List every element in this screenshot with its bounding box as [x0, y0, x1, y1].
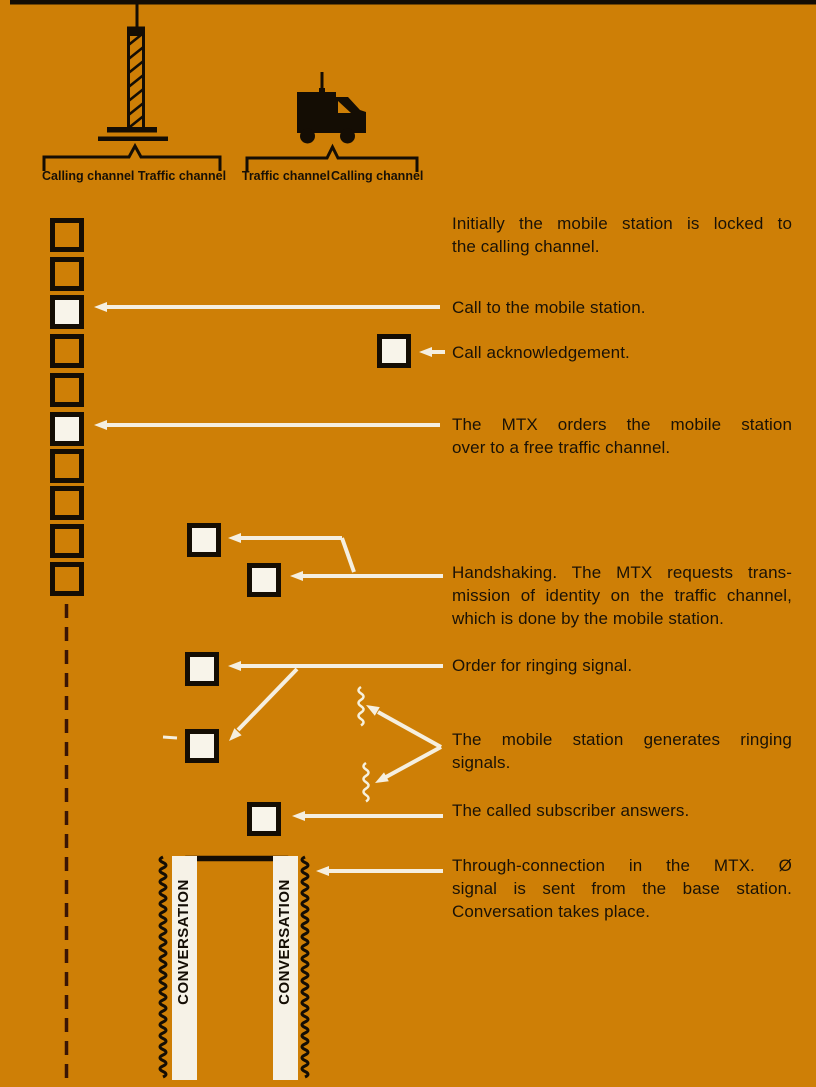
annotation-handshaking: Handshaking. The MTX requests trans- mission of identity on the traffic channel, which is done by the mobile station. — [452, 563, 792, 628]
ringing-signal-squiggle-top — [359, 687, 364, 725]
small-white-tick — [163, 737, 177, 738]
label-base-traffic-channel: Traffic channel — [137, 169, 227, 183]
arrow-ringing-down — [375, 747, 441, 783]
arrow-mtx-order — [94, 420, 440, 430]
arrow-call-acknowledgement — [419, 347, 445, 357]
annotation-ringing-generated: The mobile station generates ringing signals. — [452, 730, 792, 772]
calling-slot-1 — [50, 218, 84, 252]
calling-slot-7 — [50, 449, 84, 483]
arrow-ringing-order — [228, 661, 443, 671]
square-call-acknowledgement — [377, 334, 411, 368]
label-mobile-traffic-channel: Traffic channel — [241, 169, 331, 183]
annotation-initial-lock: Initially the mobile station is locked to the calling channel. — [452, 214, 792, 256]
arrow-through-connection — [316, 866, 443, 876]
ringing-signal-squiggle-bottom — [364, 763, 369, 801]
conversation-label-right: CONVERSATION — [276, 879, 293, 1005]
calling-slot-3-call-message — [50, 295, 84, 329]
calling-slot-2 — [50, 257, 84, 291]
label-base-calling-channel: Calling channel — [42, 169, 135, 183]
conversation-label-left: CONVERSATION — [175, 879, 192, 1005]
square-ringing-order — [185, 652, 219, 686]
arrow-subscriber-answers — [292, 811, 443, 821]
calling-slot-6-order-message — [50, 412, 84, 446]
square-handshake-mobile — [247, 563, 281, 597]
arrow-handshake-mobile — [290, 571, 443, 581]
annotation-through-connection: Through-connection in the MTX. Ø signal is sent from the base station. Conversation takes place. — [452, 856, 792, 921]
calling-slot-10 — [50, 562, 84, 596]
calling-slot-5 — [50, 373, 84, 407]
square-ringing-generated — [185, 729, 219, 763]
calling-slot-9 — [50, 524, 84, 558]
annotation-subscriber-answers: The called subscriber answers. — [452, 801, 690, 820]
square-handshake-base — [187, 523, 221, 557]
arrow-call-to-mobile — [94, 302, 440, 312]
annotation-mtx-order: The MTX orders the mobile station over to a free traffic channel. — [452, 415, 792, 457]
arrow-ringing-up — [366, 705, 441, 747]
label-mobile-calling-channel: Calling channel — [331, 169, 424, 183]
square-subscriber-answer — [247, 802, 281, 836]
annotation-call-acknowledgement: Call acknowledgement. — [452, 343, 630, 362]
annotation-call-to-mobile: Call to the mobile station. — [452, 298, 646, 317]
calling-slot-8 — [50, 486, 84, 520]
annotation-ringing-order: Order for ringing signal. — [452, 656, 633, 675]
calling-slot-4 — [50, 334, 84, 368]
arrow-ringing-order-branch — [229, 669, 297, 741]
